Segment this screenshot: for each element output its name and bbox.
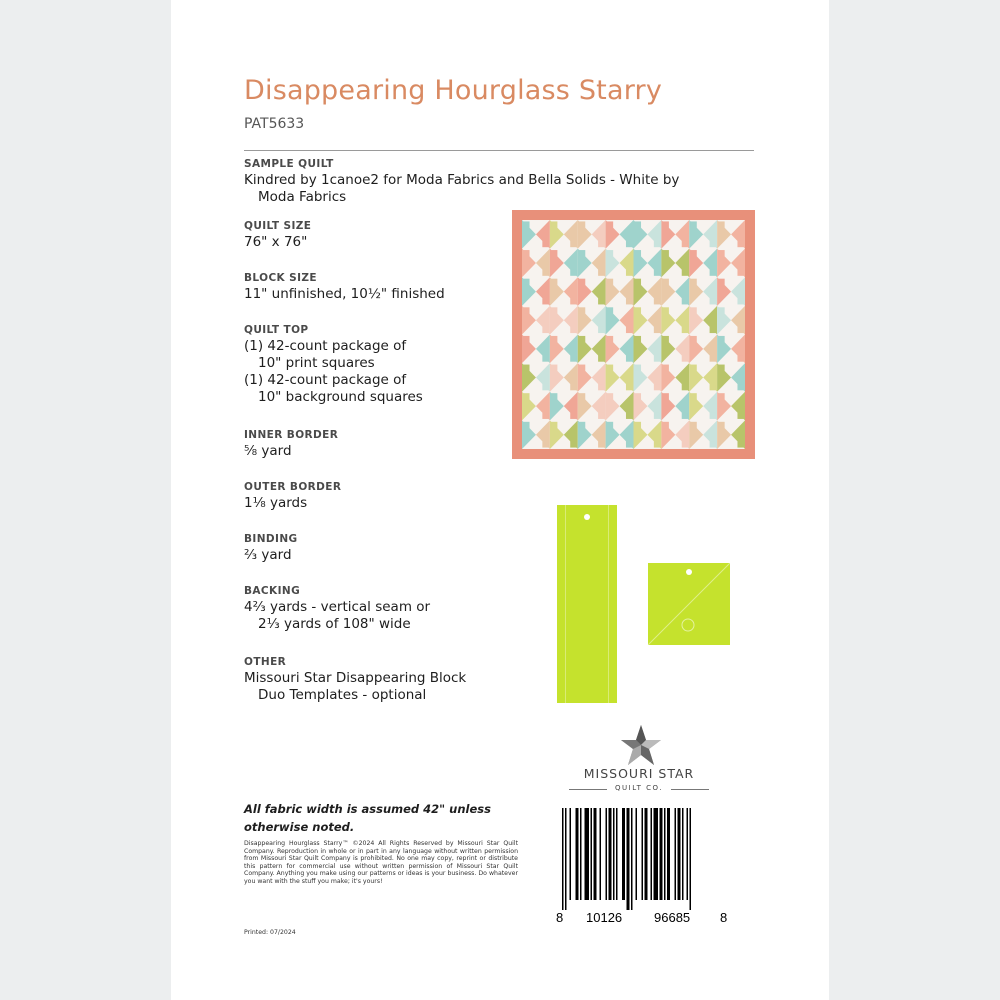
spec-value: ⅔ yard xyxy=(244,547,292,563)
barcode xyxy=(556,808,728,910)
spec-binding xyxy=(244,533,298,564)
logo-subtitle: QUILT CO. xyxy=(615,784,663,792)
spec-value: Moda Fabrics xyxy=(258,189,347,205)
spec-value: 4⅔ yards - vertical seam or xyxy=(244,599,431,615)
pattern-code: PAT5633 xyxy=(244,116,305,132)
spec-label: BACKING xyxy=(244,585,301,597)
square-template-image xyxy=(648,563,730,645)
pattern-back-cover xyxy=(171,0,829,1000)
spec-quilt-size xyxy=(244,220,311,251)
spec-value: 11" unfinished, 10½" finished xyxy=(244,286,445,302)
spec-label: BINDING xyxy=(244,533,298,545)
spec-value: 2⅓ yards of 108" wide xyxy=(258,616,411,632)
spec-backing xyxy=(244,585,430,633)
barcode-digit: 10126 xyxy=(586,910,623,925)
spec-outer-border xyxy=(244,481,341,512)
barcode-digit: 8 xyxy=(556,910,564,925)
spec-value: (1) 42-count package of xyxy=(244,338,407,354)
spec-label: OUTER BORDER xyxy=(244,481,342,493)
barcode-digit: 8 xyxy=(720,910,728,925)
spec-label: OTHER xyxy=(244,656,287,668)
spec-other xyxy=(244,656,466,704)
sample-quilt-image xyxy=(512,210,755,459)
spec-label: BLOCK SIZE xyxy=(244,272,317,284)
spec-label: SAMPLE QUILT xyxy=(244,158,334,170)
title-divider xyxy=(244,150,754,151)
rectangle-template-image xyxy=(557,505,617,703)
logo-rule-right xyxy=(671,789,709,790)
spec-value: 76" x 76" xyxy=(244,234,308,250)
spec-inner-border xyxy=(244,429,338,460)
barcode-digit: 96685 xyxy=(654,910,691,925)
spec-block-size xyxy=(244,272,445,303)
spec-label: INNER BORDER xyxy=(244,429,339,441)
spec-sample-quilt xyxy=(244,158,679,206)
fabric-width-note: All fabric width is assumed 42" unless otherwise noted. xyxy=(244,802,491,834)
spec-value: (1) 42-count package of xyxy=(244,372,407,388)
spec-quilt-top xyxy=(244,324,423,406)
spec-value: 1⅛ yards xyxy=(244,495,308,511)
copyright-text: Disappearing Hourglass Starry™ ©2024 All Rights Reserved by Missouri Star Quilt Company. Reproduction in whole or in part in any language without written permission from Missouri Star Quilt Company is prohibited. No one may copy, reprint or distribute this pattern for commercial use without written permission of Missouri Star Quilt Company. Anything you make using our patterns or ideas is your business. Do whatever you want with the stuff you make; it's yours! xyxy=(244,840,518,885)
star-icon xyxy=(621,725,661,765)
spec-value: Kindred by 1canoe2 for Moda Fabrics and Bella Solids - White by xyxy=(244,172,680,188)
logo-name: MISSOURI STAR xyxy=(583,766,695,781)
spec-value: ⅝ yard xyxy=(244,443,292,459)
printed-date: Printed: 07/2024 xyxy=(244,929,296,936)
spec-value: 10" background squares xyxy=(258,389,423,405)
spec-value: Duo Templates - optional xyxy=(258,687,427,703)
pattern-title: Disappearing Hourglass Starry xyxy=(244,75,663,106)
spec-value: 10" print squares xyxy=(258,355,375,371)
spec-value: Missouri Star Disappearing Block xyxy=(244,670,467,686)
spec-label: QUILT TOP xyxy=(244,324,309,336)
spec-label: QUILT SIZE xyxy=(244,220,312,232)
